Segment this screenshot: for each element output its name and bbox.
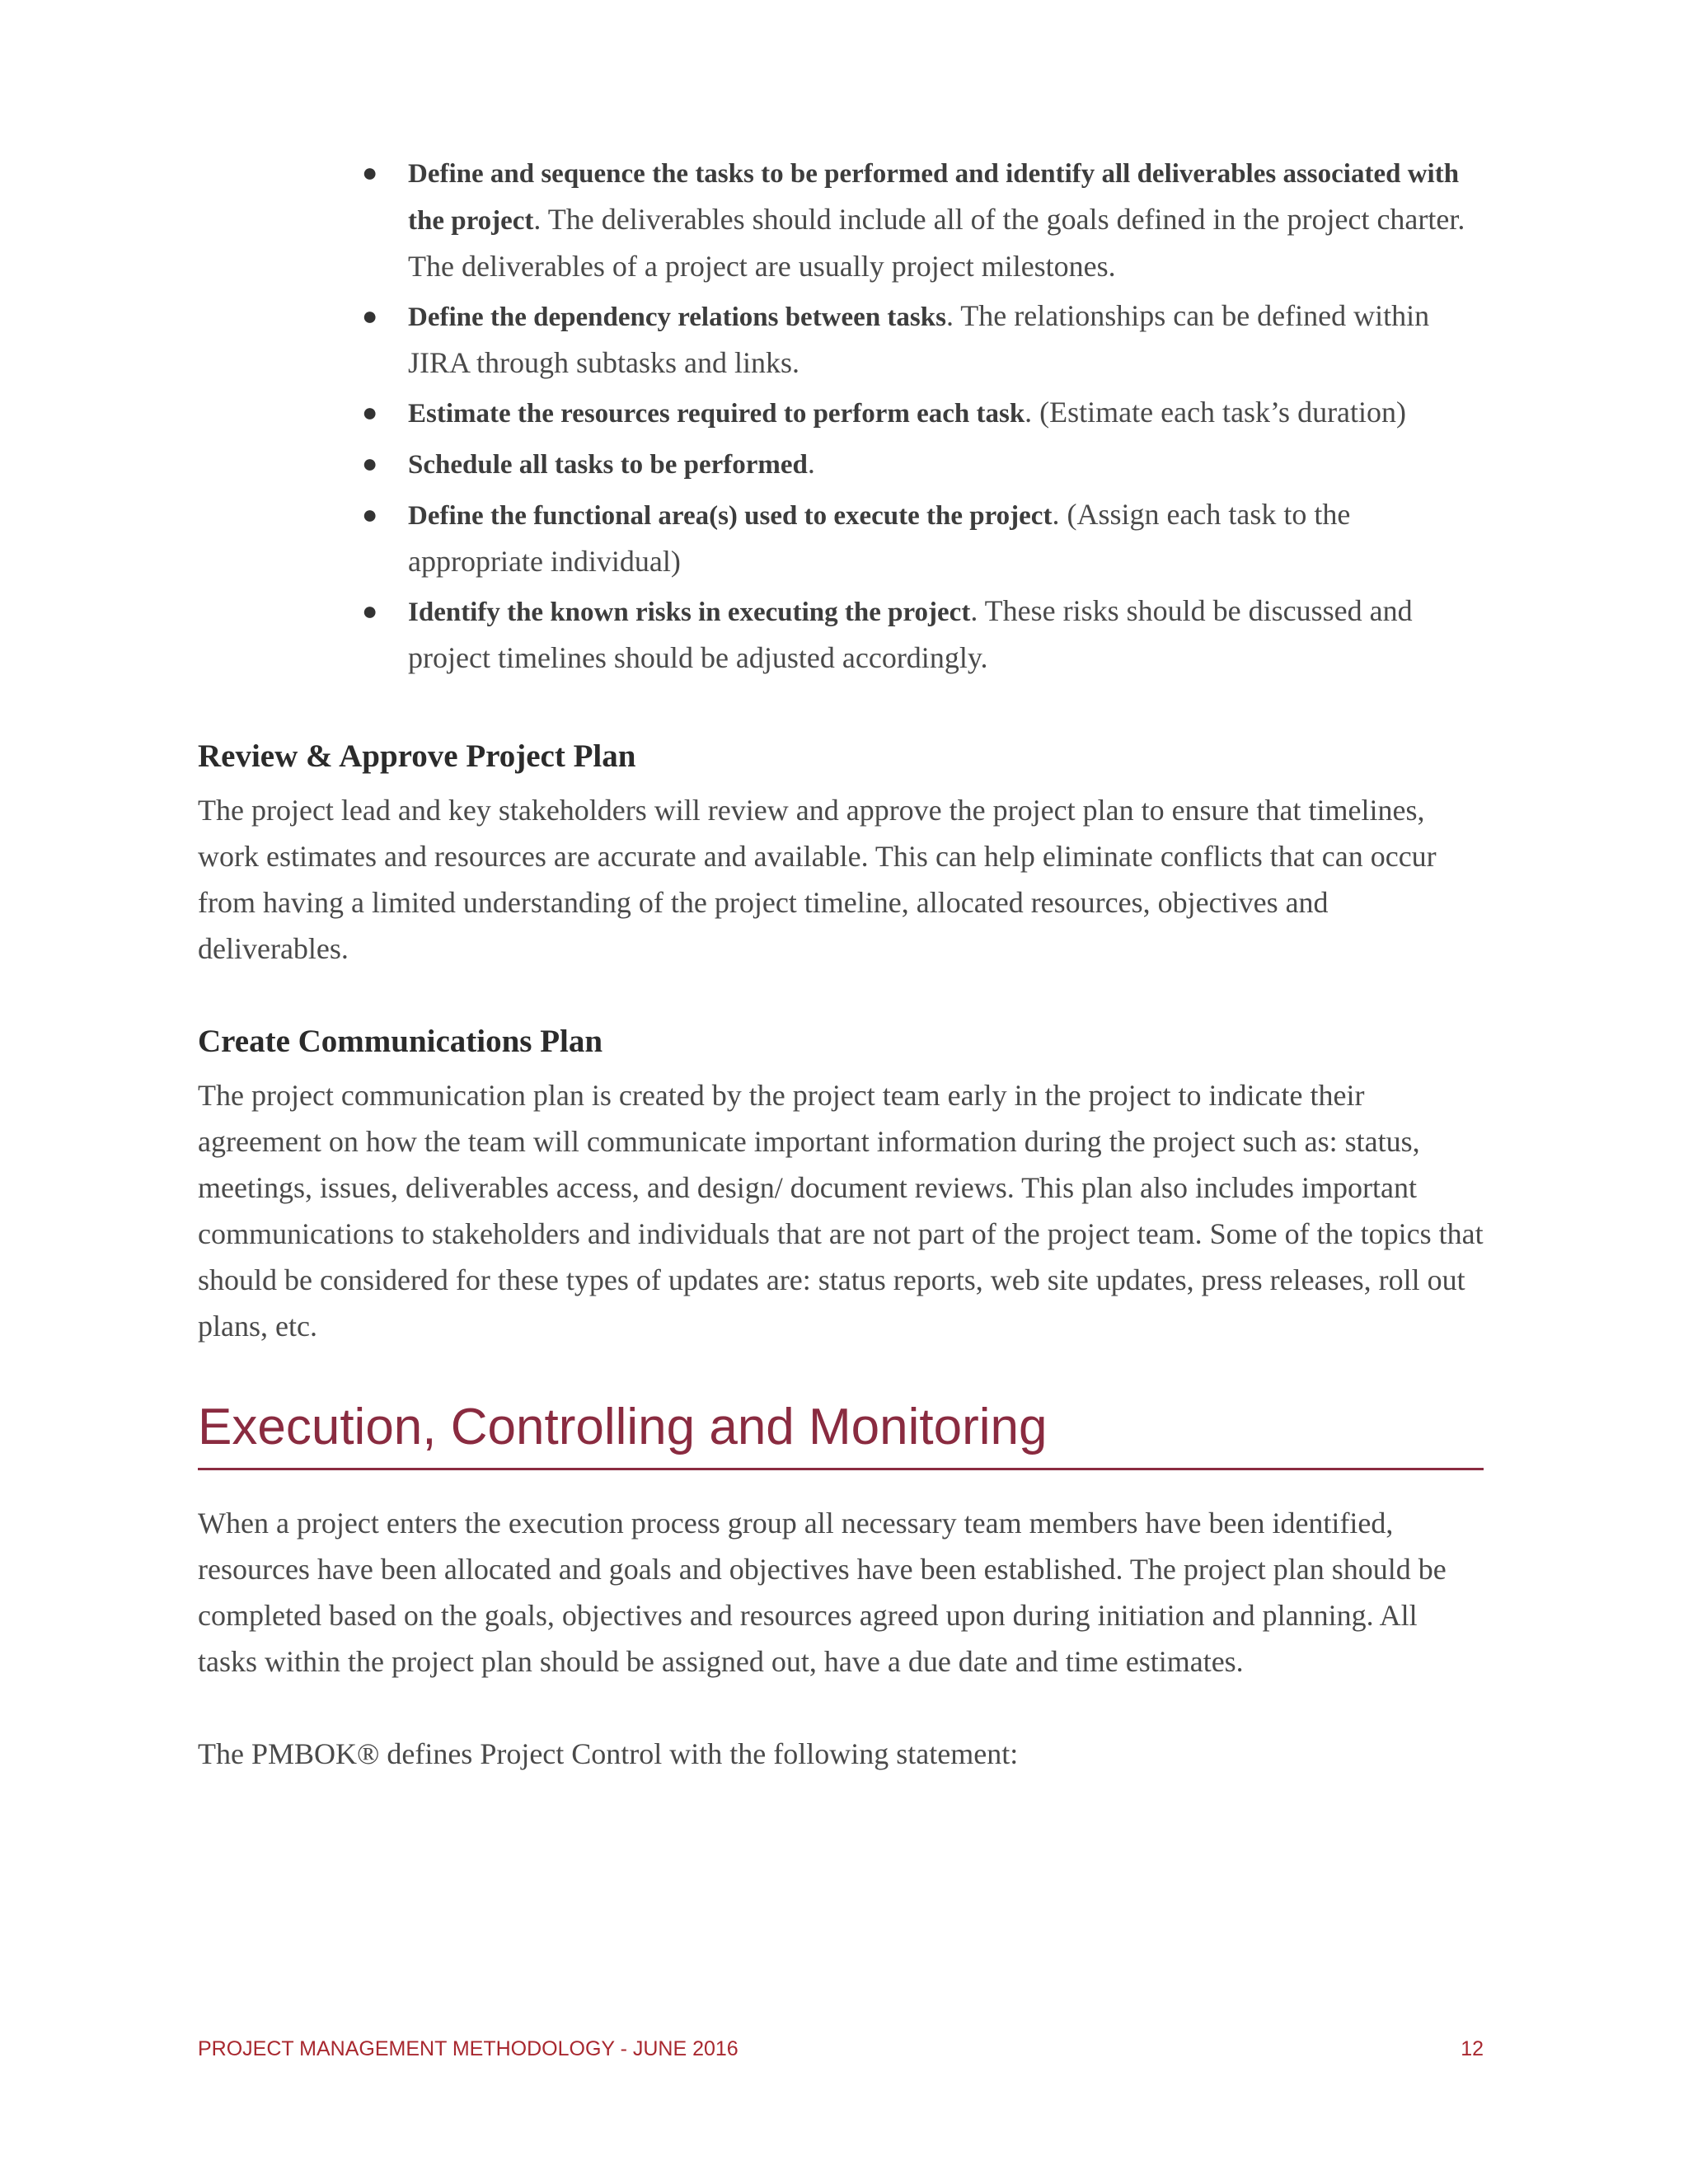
list-item-text: . <box>807 447 815 480</box>
execution-paragraph: When a project enters the execution process group all necessary team members have been identified, resources have been allocated and goals and objectives have been established. The project plan should be completed based on the goals, objectives and resources agreed upon during initiation and planning. All tasks within the project plan should be assigned out, have a due date and time estimates. <box>198 1507 1447 1678</box>
list-item-bold: Define the functional area(s) used to execute the project <box>408 501 1053 531</box>
page-footer <box>198 2037 1484 2061</box>
bullet-icon: ● <box>362 301 378 330</box>
list-item <box>362 390 1484 437</box>
list-item-text: . (Assign each task to the appropriate individual) <box>408 498 1351 578</box>
list-item-text: . These risks should be discussed and project timelines should be adjusted accordingly. <box>408 594 1413 674</box>
bullet-icon: ● <box>362 157 378 187</box>
page-number: 12 <box>1461 2037 1484 2060</box>
bullet-icon: ● <box>362 499 378 529</box>
page-content <box>198 150 1484 1777</box>
list-item <box>362 441 1484 488</box>
review-paragraph: The project lead and key stakeholders will review and approve the project plan to ensure that timelines, work estimates and resources are accurate and available. This can help eliminate conflicts that can occur from having a limited understanding of the project timeline, allocated resources, objectives and deliverables. <box>198 794 1437 965</box>
list-item-bold: Define and sequence the tasks to be performed and identify all deliverables associated with the project <box>408 159 1460 236</box>
communications-paragraph: The project communication plan is created by the project team early in the project to indicate their agreement on how the team will communicate important information during the project such as: status, meetings, issues, deliverables access, and design/ document reviews. This plan also includes important communications to stakeholders and individuals that are not part of the project team. Some of the topics that should be considered for these types of updates are: status reports, web site updates, press releases, roll out plans, etc. <box>198 1079 1484 1343</box>
list-item-text: . The relationships can be defined within JIRA through subtasks and links. <box>408 299 1430 379</box>
list-item-text: . (Estimate each task’s duration) <box>1025 396 1407 429</box>
footer-title: PROJECT MANAGEMENT METHODOLOGY - JUNE 2016 <box>198 2037 738 2060</box>
bullet-icon: ● <box>362 596 378 626</box>
bullet-icon: ● <box>362 448 378 478</box>
planning-steps-list <box>198 150 1484 681</box>
list-item-bold: Identify the known risks in executing the project <box>408 598 971 627</box>
pmbok-paragraph: The PMBOK® defines Project Control with the following statement: <box>198 1737 1019 1770</box>
list-item-bold: Estimate the resources required to perform each task <box>408 399 1025 429</box>
list-item-bold: Define the dependency relations between tasks <box>408 302 946 332</box>
section-title: Execution, Controlling and Monitoring <box>198 1399 1048 1455</box>
list-item <box>362 293 1484 386</box>
list-item <box>362 588 1484 681</box>
list-item-bold: Schedule all tasks to be performed <box>408 450 808 480</box>
list-item <box>362 492 1484 584</box>
communications-heading: Create Communications Plan <box>198 1024 603 1059</box>
review-heading: Review & Approve Project Plan <box>198 738 636 774</box>
list-item-text: . The deliverables should include all of the goals defined in the project charter. The deliverables of a project are usually project milestones. <box>408 203 1465 283</box>
bullet-icon: ● <box>362 397 378 427</box>
list-item <box>362 150 1484 289</box>
